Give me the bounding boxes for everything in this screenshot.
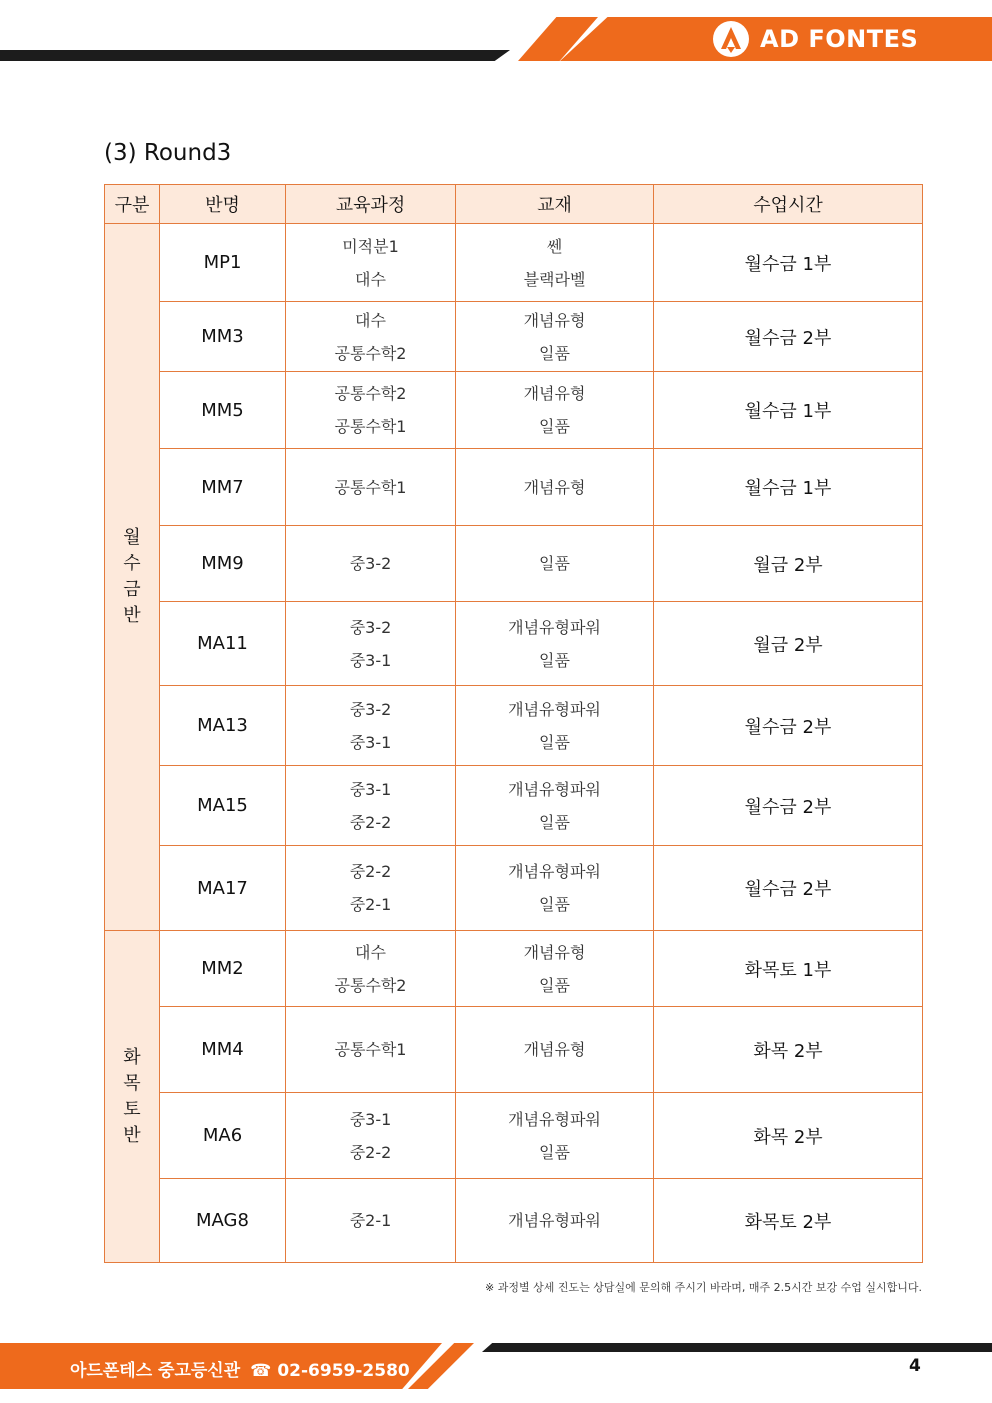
- class-time: 월수금 2부: [654, 846, 923, 931]
- table-row: [105, 602, 923, 686]
- class-name: MM3: [160, 302, 286, 372]
- course-cell: [286, 372, 456, 449]
- textbook-cell: [456, 1179, 654, 1263]
- class-time: 월수금 1부: [654, 224, 923, 302]
- table-row: [105, 766, 923, 846]
- textbook-line: 일품: [539, 975, 570, 995]
- textbook-line: 일품: [539, 732, 570, 752]
- group-label-tue-thu-sat: [105, 931, 160, 1263]
- group-label-char: 반: [123, 1124, 141, 1146]
- header-course: 교육과정: [286, 185, 456, 224]
- header-class-time: 수업시간: [654, 185, 923, 224]
- class-name: MA6: [160, 1093, 286, 1179]
- class-name: MAG8: [160, 1179, 286, 1263]
- header-dark-bar: [0, 50, 510, 61]
- course-line: 중2-2: [349, 1142, 392, 1162]
- textbook-line: 일품: [539, 417, 570, 436]
- table-row: [105, 302, 923, 372]
- textbook-line: 개념유형: [523, 384, 586, 403]
- course-cell: [286, 1179, 456, 1263]
- textbook-cell: [456, 372, 654, 449]
- table-row: [105, 1093, 923, 1179]
- course-line: 공통수학2: [334, 384, 407, 403]
- textbook-line: 일품: [539, 1142, 570, 1162]
- class-name: MA13: [160, 686, 286, 766]
- course-line: 중3-1: [349, 732, 392, 752]
- table-row: [105, 1007, 923, 1093]
- course-line: 미적분1: [342, 236, 399, 256]
- course-cell: [286, 931, 456, 1007]
- textbook-line: 일품: [539, 650, 570, 670]
- textbook-cell: [456, 766, 654, 846]
- class-name: MM9: [160, 526, 286, 602]
- brand-name: AD FONTES: [760, 25, 919, 53]
- group-label-char: 반: [123, 605, 141, 626]
- table-row: [105, 372, 923, 449]
- page-number: 4: [909, 1356, 921, 1376]
- textbook-line: 일품: [539, 554, 570, 573]
- course-line: 중3-2: [349, 699, 392, 719]
- course-cell: [286, 302, 456, 372]
- header-group: 구분: [105, 185, 160, 224]
- class-name: MM2: [160, 931, 286, 1007]
- textbook-line: 개념유형파워: [508, 1109, 601, 1129]
- textbook-cell: [456, 449, 654, 526]
- textbook-cell: [456, 1007, 654, 1093]
- footnote: ※ 과정별 상세 진도는 상담실에 문의해 주시기 바라며, 매주 2.5시간 보강 수업 실시합니다.: [485, 1281, 922, 1294]
- group-label-char: 목: [123, 1072, 141, 1094]
- textbook-line: 개념유형: [523, 1040, 586, 1059]
- course-line: 공통수학2: [334, 975, 407, 995]
- table-header-row: [105, 185, 923, 224]
- textbook-line: 개념유형파워: [508, 1211, 601, 1230]
- textbook-cell: [456, 846, 654, 931]
- textbook-cell: [456, 931, 654, 1007]
- course-cell: [286, 686, 456, 766]
- course-line: 중3-1: [349, 779, 392, 799]
- table-row: [105, 1179, 923, 1263]
- course-cell: [286, 526, 456, 602]
- ad-fontes-logo-icon: [712, 20, 750, 58]
- group-label-char: 토: [123, 1098, 141, 1120]
- header-textbook: 교재: [456, 185, 654, 224]
- textbook-line: 개념유형: [523, 477, 586, 497]
- textbook-cell: [456, 602, 654, 686]
- header-class-name: 반명: [160, 185, 286, 224]
- textbook-line: 개념유형파워: [508, 779, 601, 799]
- course-line: 공통수학1: [334, 417, 407, 436]
- textbook-cell: [456, 686, 654, 766]
- textbook-line: 개념유형파워: [508, 699, 601, 719]
- class-name: MM4: [160, 1007, 286, 1093]
- table-row: [105, 846, 923, 931]
- course-line: 중2-1: [349, 895, 392, 914]
- schedule-table: [104, 184, 923, 1263]
- class-name: MA11: [160, 602, 286, 686]
- phone-icon: ☎: [250, 1361, 272, 1381]
- group-label-mon-wed-fri: [105, 224, 160, 931]
- course-line: 대수: [355, 942, 386, 962]
- table-row: [105, 526, 923, 602]
- course-line: 중2-2: [349, 862, 392, 881]
- phone-number: 02-6959-2580: [277, 1361, 410, 1381]
- textbook-line: 일품: [539, 895, 570, 914]
- class-time: 월수금 1부: [654, 449, 923, 526]
- course-cell: [286, 846, 456, 931]
- class-time: 월수금 2부: [654, 302, 923, 372]
- textbook-line: 개념유형: [523, 942, 586, 962]
- class-name: MM7: [160, 449, 286, 526]
- academy-name: 아드폰테스 중고등신관: [70, 1361, 241, 1381]
- course-line: 공통수학1: [334, 477, 407, 497]
- course-cell: [286, 449, 456, 526]
- table-row: [105, 449, 923, 526]
- textbook-line: 블랙라벨: [523, 269, 586, 289]
- textbook-line: 개념유형파워: [508, 617, 601, 637]
- course-cell: [286, 224, 456, 302]
- class-time: 화목토 2부: [654, 1179, 923, 1263]
- group-label-char: 금: [123, 579, 141, 600]
- class-time: 화목 2부: [654, 1093, 923, 1179]
- course-line: 중3-1: [349, 650, 392, 670]
- table-row: [105, 931, 923, 1007]
- course-line: 중3-2: [349, 554, 392, 573]
- class-time: 화목 2부: [654, 1007, 923, 1093]
- course-cell: [286, 766, 456, 846]
- course-line: 중3-2: [349, 617, 392, 637]
- course-cell: [286, 1007, 456, 1093]
- class-time: 월금 2부: [654, 602, 923, 686]
- textbook-cell: [456, 1093, 654, 1179]
- course-line: 중2-2: [349, 812, 392, 832]
- group-label-char: 월: [123, 527, 141, 548]
- table-row: [105, 224, 923, 302]
- footer-contact: [70, 1356, 410, 1381]
- table-row: [105, 686, 923, 766]
- class-name: MA17: [160, 846, 286, 931]
- brand-logo: [712, 20, 918, 58]
- class-name: MP1: [160, 224, 286, 302]
- class-time: 월금 2부: [654, 526, 923, 602]
- footer-dark-bar: [482, 1343, 992, 1352]
- course-line: 대수: [355, 310, 386, 330]
- class-name: MM5: [160, 372, 286, 449]
- class-time: 월수금 2부: [654, 686, 923, 766]
- textbook-line: 일품: [539, 812, 570, 832]
- section-title: (3) Round3: [104, 140, 232, 166]
- course-cell: [286, 1093, 456, 1179]
- course-line: 중3-1: [349, 1109, 392, 1129]
- textbook-line: 개념유형파워: [508, 862, 601, 881]
- textbook-cell: [456, 526, 654, 602]
- textbook-line: 일품: [539, 343, 570, 363]
- group-label-char: 수: [123, 553, 141, 574]
- course-line: 공통수학1: [334, 1040, 407, 1059]
- course-line: 대수: [355, 269, 386, 289]
- group-label-char: 화: [123, 1046, 141, 1068]
- course-line: 공통수학2: [334, 343, 407, 363]
- course-cell: [286, 602, 456, 686]
- class-time: 월수금 2부: [654, 766, 923, 846]
- textbook-cell: [456, 224, 654, 302]
- textbook-line: 쎈: [546, 236, 563, 256]
- course-line: 중2-1: [349, 1211, 392, 1230]
- class-time: 월수금 1부: [654, 372, 923, 449]
- textbook-cell: [456, 302, 654, 372]
- textbook-line: 개념유형: [523, 310, 586, 330]
- class-name: MA15: [160, 766, 286, 846]
- class-time: 화목토 1부: [654, 931, 923, 1007]
